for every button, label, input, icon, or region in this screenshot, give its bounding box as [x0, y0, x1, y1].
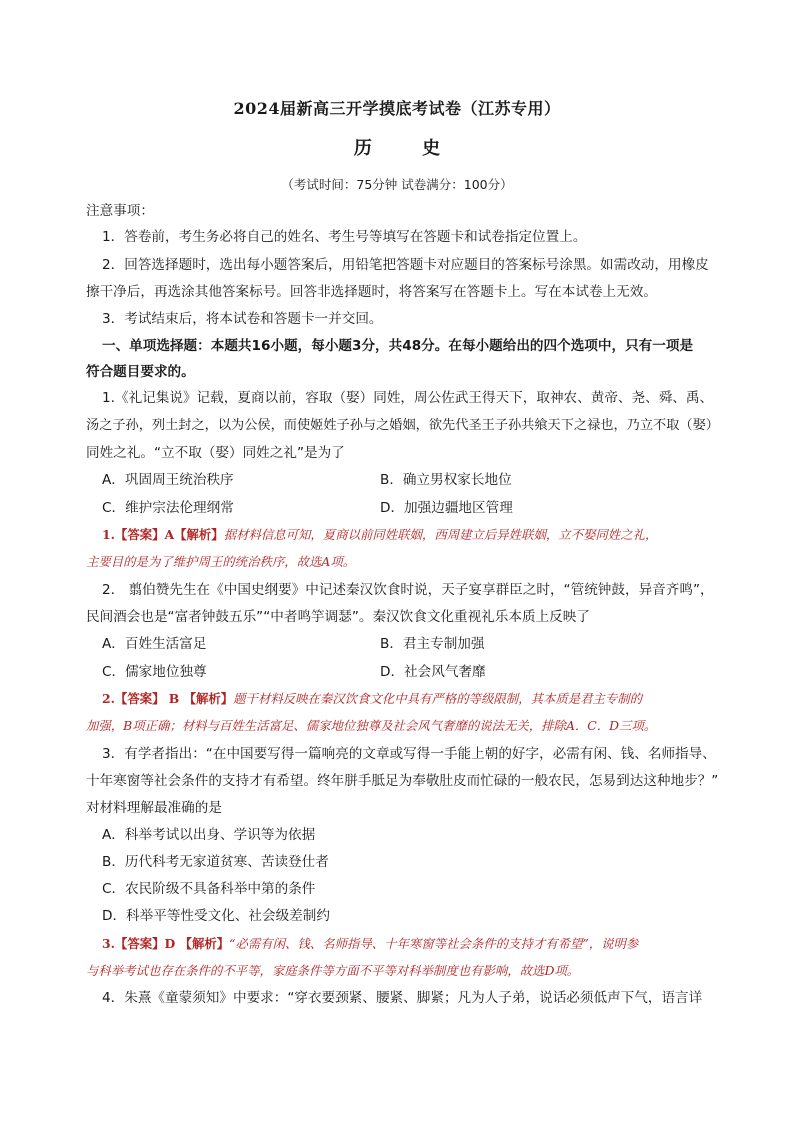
option-c: C．维护宗法伦理纲常	[102, 500, 234, 516]
section-heading: 一、单项选择题：本题共16小题，每小题3分，共48分。在每小题给出的四个选项中，只有一项是	[102, 338, 694, 354]
answer-explanation-cont: 加强，B项正确；材料与百姓生活富足、儒家地位独尊及社会风气奢靡的说法无关，排除A．C．D三项。	[86, 718, 657, 733]
question-stem: 汤之子孙，列土封之，以为公侯，而使姬姓子孙与之婚姻，欲先代圣王子孙共飨天下之禄也，乃立不取（娶）	[86, 418, 719, 433]
question-stem: 1.《礼记集说》记载，夏商以前，容取（娶）同姓，周公佐武王得天下，取神农、黄帝、尧、舜、禹、	[102, 390, 714, 406]
option-a: A．百姓生活富足	[102, 636, 207, 652]
option-c: C．农民阶级不具备科举中第的条件	[102, 881, 316, 897]
option-b: B．君主专制加强	[380, 636, 485, 652]
notice-item: 1．答卷前，考生务必将自己的姓名、考生号等填写在答题卡和试卷指定位置上。	[102, 229, 587, 245]
option-a: A．科举考试以出身、学识等为依据	[102, 827, 316, 843]
answer-tag: 3.【答案】D 【解析】	[102, 936, 230, 951]
answer-text: 题干材料反映在秦汉饮食文化中具有严格的等级限制，其本质是君主专制的	[233, 691, 643, 706]
question-stem: 同姓之礼。“立不取（娶）同姓之礼”是为了	[86, 445, 345, 461]
answer-explanation	[102, 526, 657, 544]
answer-explanation	[102, 935, 638, 953]
question-stem: 民间酒会也是“富者钟鼓五乐”“中者鸣竽调瑟”。秦汉饮食文化重视礼乐本质上反映了	[86, 609, 590, 625]
question-stem: 4．朱熹《童蒙须知》中要求：“穿衣要颈紧、腰紧、脚紧；凡为人子弟，说话必须低声下气，语言详	[102, 990, 703, 1006]
section-heading-cont: 符合题目要求的。	[86, 364, 195, 380]
subject-title	[0, 134, 794, 160]
option-a: A．巩固周王统治秩序	[102, 472, 234, 488]
option-b: B．确立男权家长地位	[380, 472, 512, 488]
question-stem: 2． 翦伯赞先生在《中国史纲要》中记述秦汉饮食时说，天子宴享群臣之时，“管统钟鼓，异音齐鸣”，	[102, 582, 714, 598]
answer-explanation-cont: 主要目的是为了维护周王的统治秩序，故选A项。	[86, 554, 356, 569]
question-stem: 对材料理解最准确的是	[86, 800, 222, 816]
question-stem: 十年寒窗等社会条件的支持才有希望。终年胼手胝足为奉敬肚皮而忙碌的一般农民，怎易到达这种地步？”	[86, 773, 719, 789]
answer-tag: 2.【答案】 B 【解析】	[102, 691, 234, 706]
notice-item: 擦干净后，再选涂其他答案标号。回答非选择题时，将答案写在答题卡上。写在本试卷上无效。	[86, 284, 657, 300]
option-d: D．科举平等性受文化、社会级差制约	[102, 908, 330, 924]
exam-title: 2024届新高三开学摸底考试卷（江苏专用）	[233, 99, 561, 118]
option-b: B．历代科考无家道贫寒、苦读登仕者	[102, 854, 329, 870]
subject-char-1: 历	[353, 138, 372, 159]
answer-explanation-cont: 与科举考试也存在条件的不平等，家庭条件等方面不平等对科举制度也有影响，故选D项。	[86, 963, 580, 978]
answer-text: 据材料信息可知，夏商以前同姓联姻，西周建立后异姓联姻，立不娶同姓之礼，	[223, 527, 658, 542]
notice-item: 3．考试结束后，将本试卷和答题卡一并交回。	[102, 311, 383, 327]
option-d: D．社会风气奢靡	[380, 664, 486, 680]
option-c: C．儒家地位独尊	[102, 664, 207, 680]
answer-tag: 1.【答案】A【解析】	[102, 527, 224, 542]
notice-item: 2．回答选择题时，选出每小题答案后，用铅笔把答题卡对应题目的答案标号涂黑。如需改动，用橡皮	[102, 257, 709, 273]
subject-char-2: 史	[422, 138, 441, 159]
question-stem: 3．有学者指出：“在中国要写得一篇响亮的文章或写得一手能上朝的好字，必需有闲、钱、名师指导、	[102, 746, 716, 762]
exam-time-info: （考试时间：75分钟 试卷满分：100分）	[281, 177, 513, 192]
answer-explanation	[102, 690, 642, 708]
option-d: D．加强边疆地区管理	[380, 500, 513, 516]
answer-text: “必需有闲、钱、名师指导、十年寒窗等社会条件的支持才有希望”，说明参	[229, 936, 639, 951]
notice-heading: 注意事项：	[86, 203, 154, 219]
